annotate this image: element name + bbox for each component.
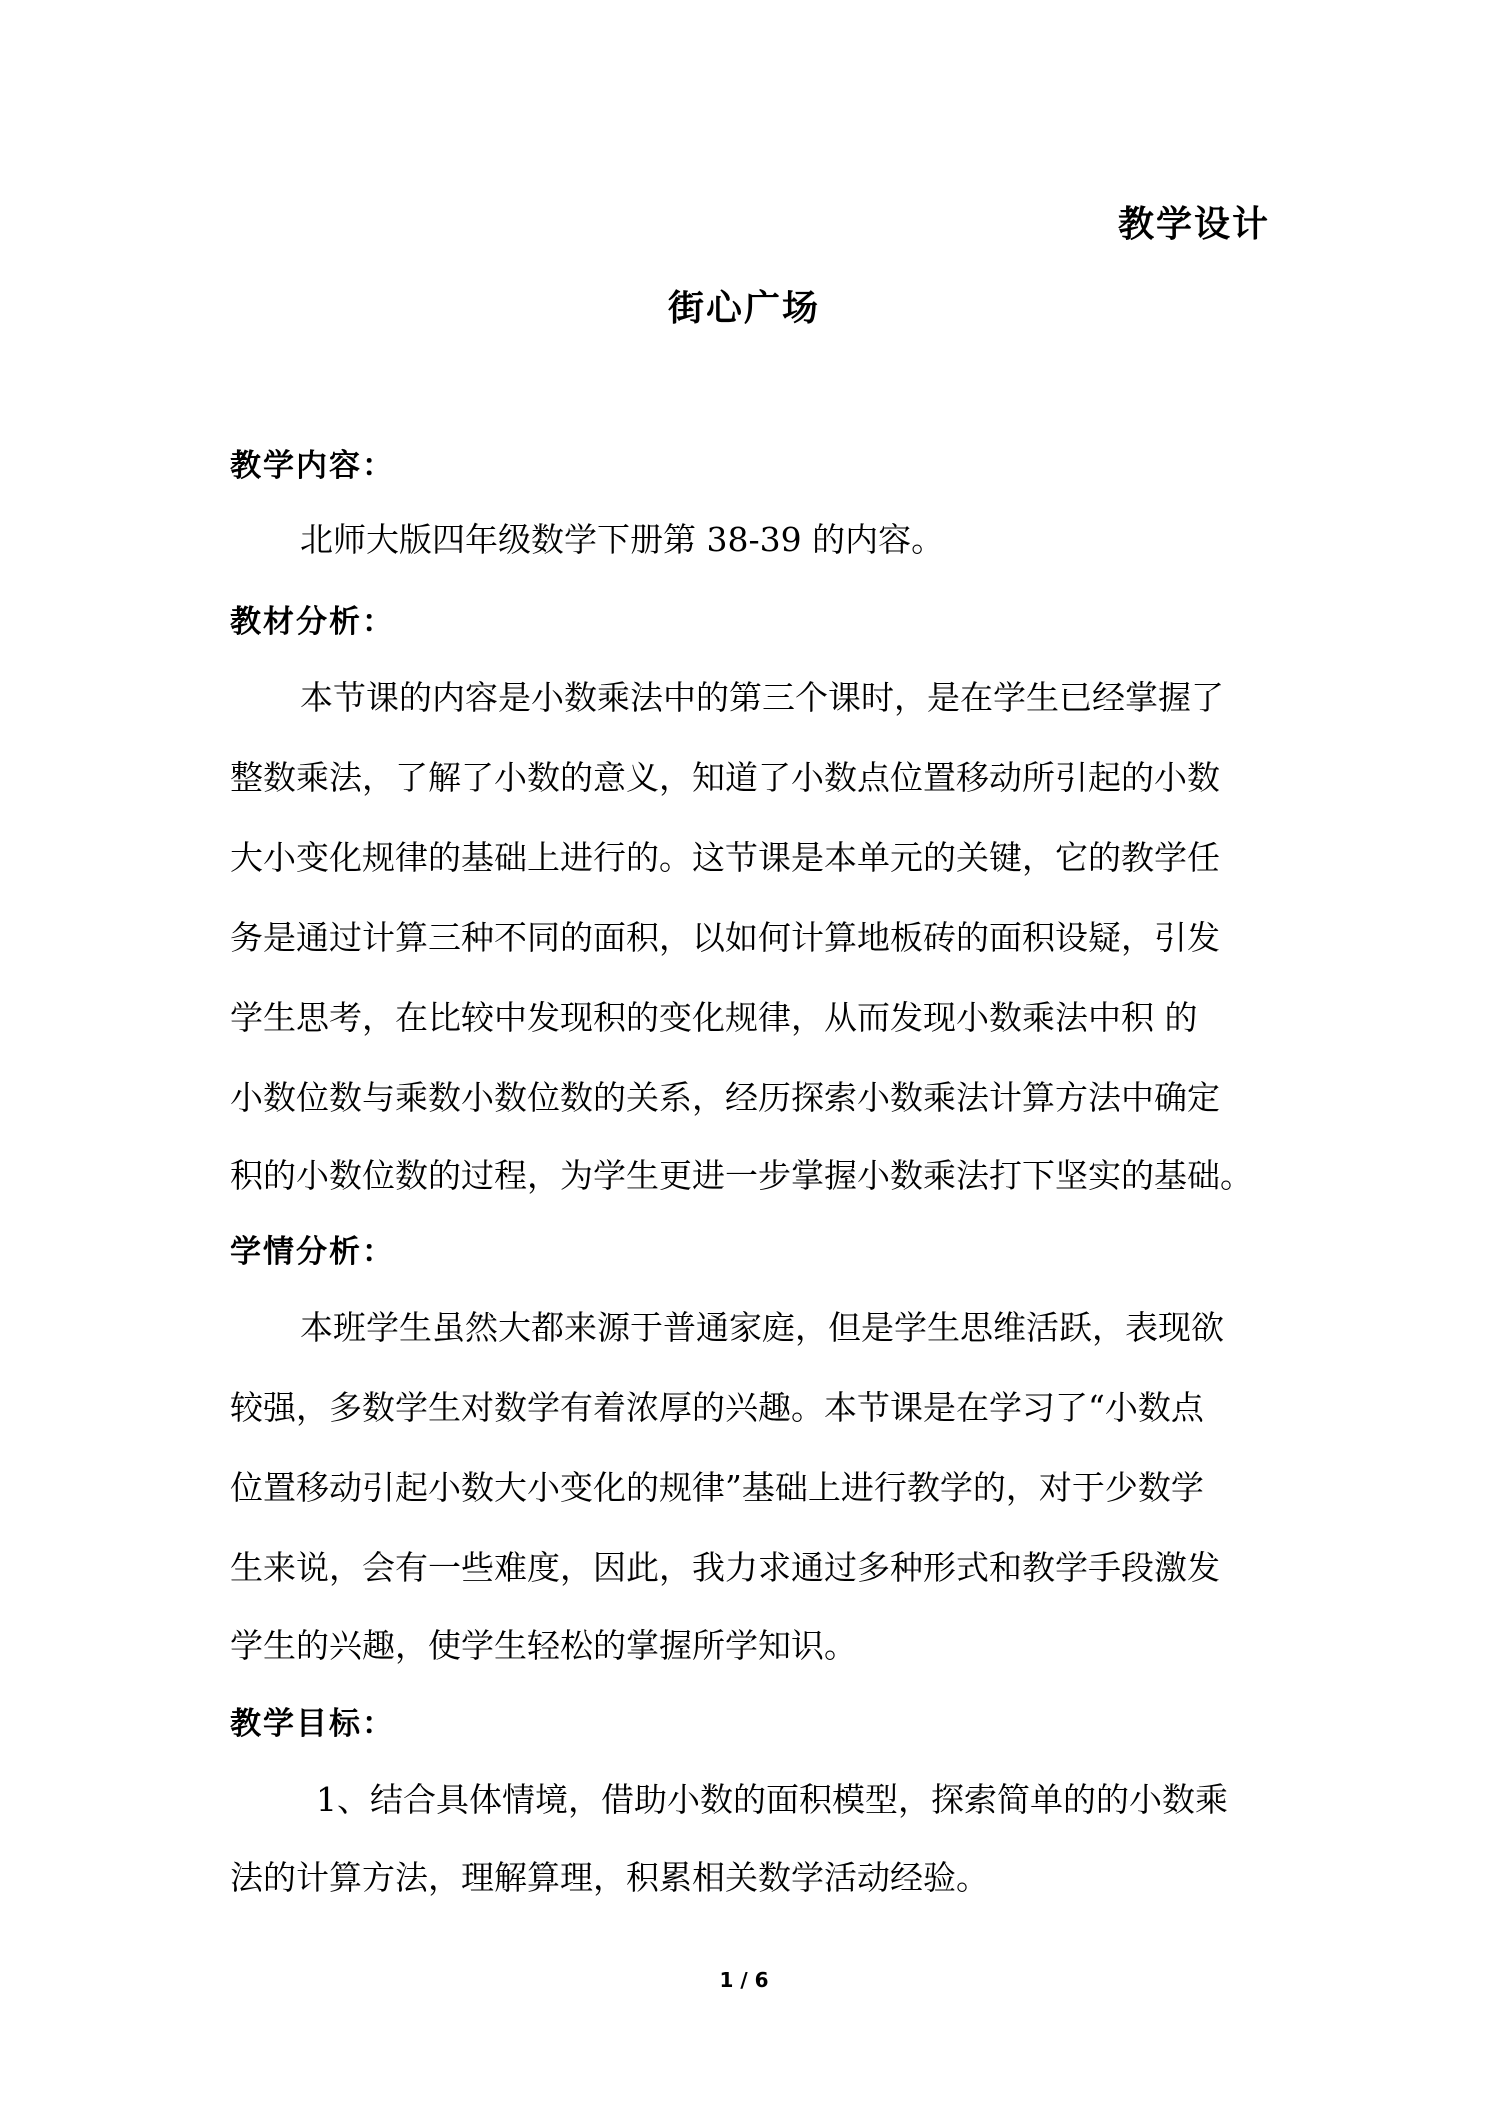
- paragraph-line: 务是通过计算三种不同的面积，以如何计算地板砖的面积设疑，引发: [230, 918, 1220, 957]
- paragraph-line: 大小变化规律的基础上进行的。这节课是本单元的关键，它的教学任: [230, 838, 1220, 877]
- section-heading-students: 学情分析：: [230, 1234, 395, 1270]
- paragraph-line: 较强，多数学生对数学有着浓厚的兴趣。本节课是在学习了“小数点: [230, 1388, 1204, 1427]
- section-heading-content: 教学内容：: [230, 448, 395, 484]
- paragraph-line: 小数位数与乘数小数位数的关系，经历探索小数乘法计算方法中确定: [230, 1078, 1220, 1117]
- section-heading-goals: 教学目标：: [230, 1706, 395, 1742]
- paragraph-line: 学生思考，在比较中发现积的变化规律，从而发现小数乘法中积 的: [230, 998, 1198, 1037]
- page-number: 1 / 6: [719, 1968, 769, 1992]
- paragraph-line: 本节课的内容是小数乘法中的第三个课时，是在学生已经掌握了: [300, 678, 1224, 717]
- document-type-title: 教学设计: [1117, 204, 1270, 245]
- paragraph-line: 位置移动引起小数大小变化的规律”基础上进行教学的，对于少数学: [230, 1468, 1204, 1507]
- paragraph-line: 法的计算方法，理解算理，积累相关数学活动经验。: [230, 1858, 989, 1897]
- paragraph-line: 学生的兴趣，使学生轻松的掌握所学知识。: [230, 1626, 857, 1665]
- paragraph-line: 生来说，会有一些难度，因此，我力求通过多种形式和教学手段激发: [230, 1548, 1220, 1587]
- paragraph-line: 积的小数位数的过程，为学生更进一步掌握小数乘法打下坚实的基础。: [230, 1156, 1253, 1195]
- paragraph-line: 整数乘法，了解了小数的意义，知道了小数点位置移动所引起的小数: [230, 758, 1220, 797]
- paragraph-line: 1、结合具体情境，借助小数的面积模型，探索简单的的小数乘: [316, 1780, 1228, 1819]
- paragraph-line: 北师大版四年级数学下册第 38-39 的内容。: [300, 520, 945, 559]
- section-heading-textbook: 教材分析：: [230, 604, 395, 640]
- paragraph-line: 本班学生虽然大都来源于普通家庭，但是学生思维活跃，表现欲: [300, 1308, 1224, 1347]
- lesson-title: 街心广场: [667, 288, 820, 329]
